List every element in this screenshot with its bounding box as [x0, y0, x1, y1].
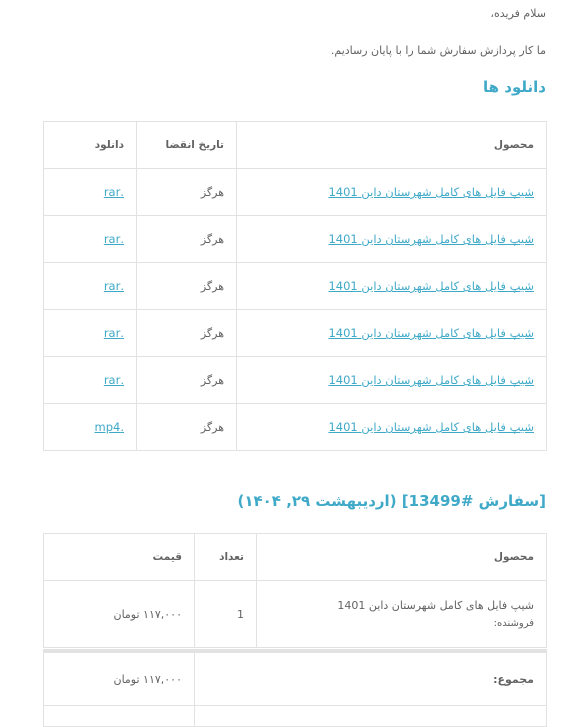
product-cell: [237, 216, 547, 263]
order-table: [43, 533, 547, 648]
download-cell: [44, 169, 137, 216]
greeting-text: سلام فریده،: [490, 7, 546, 20]
expires-cell: [137, 216, 237, 263]
expires-text: هرگز: [200, 373, 224, 387]
product-link[interactable]: شیپ فایل های کامل شهرستان داین 1401: [328, 420, 534, 434]
downloads-table: [43, 121, 547, 451]
expires-cell: [137, 357, 237, 404]
subtotal-label: مجموع:: [195, 651, 547, 706]
download-cell: [44, 263, 137, 310]
product-link[interactable]: شیپ فایل های کامل شهرستان داین 1401: [328, 232, 534, 246]
download-link[interactable]: .rar: [103, 373, 124, 387]
product-link[interactable]: شیپ فایل های کامل شهرستان داین 1401: [328, 373, 534, 387]
expires-cell: [137, 310, 237, 357]
header-download: دانلود: [44, 122, 137, 169]
order-qty: 1: [237, 607, 244, 621]
totals-table: [43, 649, 547, 727]
order-header-row: [44, 534, 547, 581]
product-cell: [237, 169, 547, 216]
intro-text: ما کار پردازش سفارش شما را با پایان رسادیم.: [330, 44, 546, 57]
order-product-name: شیپ فایل های کامل شهرستان داین 1401: [337, 599, 534, 612]
downloads-heading: دانلود ها: [483, 78, 546, 96]
product-link[interactable]: شیپ فایل های کامل شهرستان داین 1401: [328, 185, 534, 199]
subtotal-row: [44, 651, 547, 706]
table-row: [44, 263, 547, 310]
expires-text: هرگز: [200, 279, 224, 293]
header-price: قیمت: [44, 534, 195, 581]
expires-text: هرگز: [200, 420, 224, 434]
expires-cell: [137, 169, 237, 216]
download-link[interactable]: .rar: [103, 232, 124, 246]
download-cell: [44, 404, 137, 451]
table-row: [44, 581, 547, 648]
product-cell: [237, 310, 547, 357]
seller-label: فروشنده:: [493, 618, 534, 629]
table-row: [44, 404, 547, 451]
order-product-cell: [257, 581, 547, 648]
product-link[interactable]: شیپ فایل های کامل شهرستان داین 1401: [328, 279, 534, 293]
header-product: محصول: [237, 122, 547, 169]
download-link[interactable]: .mp4: [94, 420, 124, 434]
table-row: [44, 216, 547, 263]
expires-cell: [137, 263, 237, 310]
table-row: [44, 357, 547, 404]
header-qty: تعداد: [195, 534, 257, 581]
expires-cell: [137, 404, 237, 451]
header-product: محصول: [257, 534, 547, 581]
product-link[interactable]: شیپ فایل های کامل شهرستان داین 1401: [328, 326, 534, 340]
product-cell: [237, 404, 547, 451]
product-cell: [237, 357, 547, 404]
order-heading: [سفارش #13499] (اردیبهشت ۲۹, ۱۴۰۴): [237, 492, 546, 510]
download-link[interactable]: .rar: [103, 326, 124, 340]
table-row: [44, 169, 547, 216]
header-expires: تاریخ انقضا: [137, 122, 237, 169]
empty-cell: [44, 706, 195, 727]
order-price-cell: [44, 581, 195, 648]
expires-text: هرگز: [200, 232, 224, 246]
expires-text: هرگز: [200, 185, 224, 199]
table-row: [44, 310, 547, 357]
download-cell: [44, 216, 137, 263]
product-cell: [237, 263, 547, 310]
empty-cell: [195, 706, 547, 727]
downloads-header-row: [44, 122, 547, 169]
download-cell: [44, 357, 137, 404]
table-row: [44, 706, 547, 727]
download-cell: [44, 310, 137, 357]
download-link[interactable]: .rar: [103, 279, 124, 293]
order-qty-cell: [195, 581, 257, 648]
order-price: ۱۱۷,۰۰۰ تومان: [113, 607, 182, 621]
expires-text: هرگز: [200, 326, 224, 340]
subtotal-value: ۱۱۷,۰۰۰ تومان: [44, 651, 195, 706]
download-link[interactable]: .rar: [103, 185, 124, 199]
